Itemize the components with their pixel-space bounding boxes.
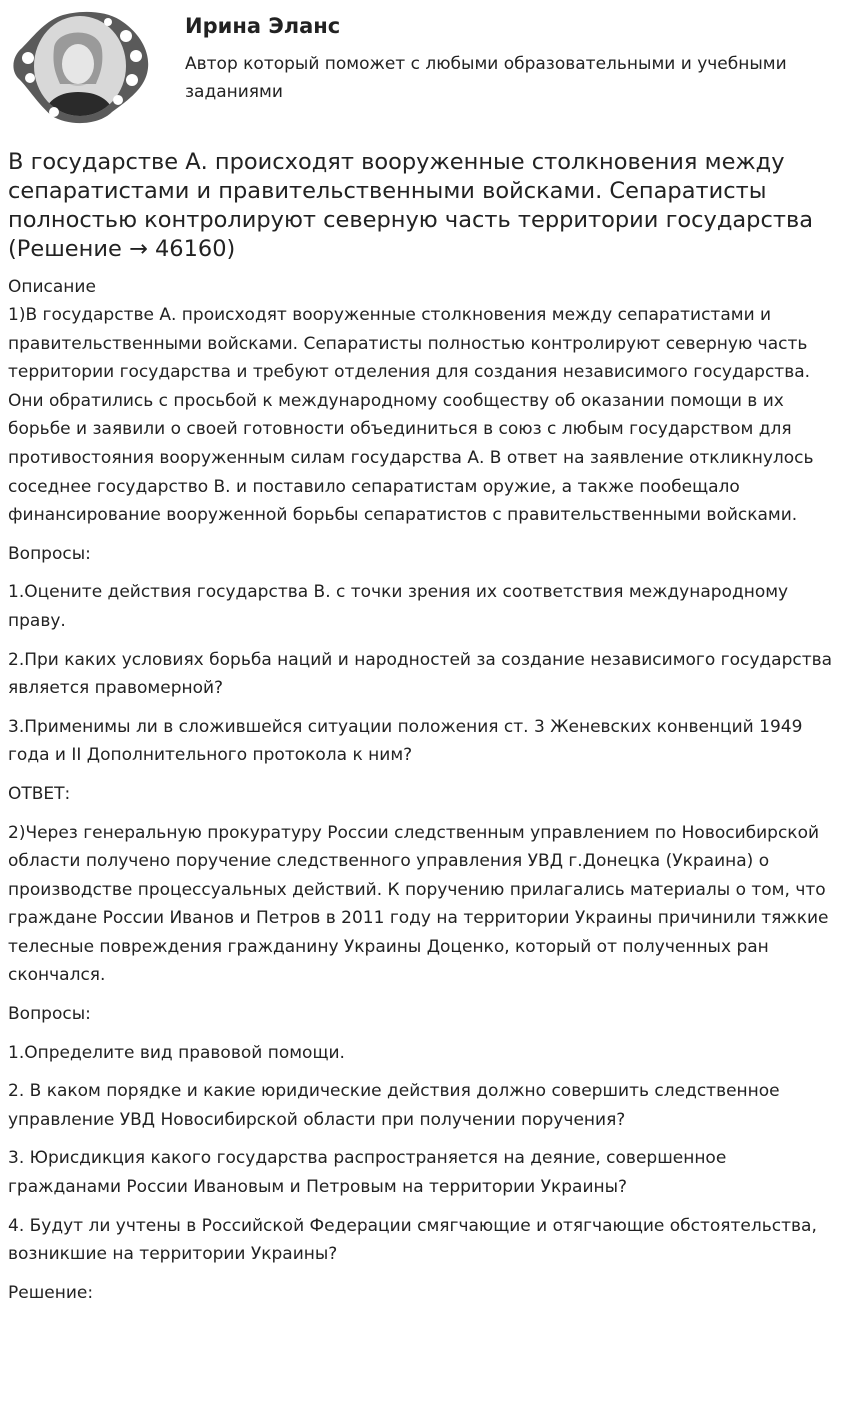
paragraph: 4. Будут ли учтены в Российской Федерации смягчающие и отягчающие обстоятельства, возникшие на территории Украины? <box>8 1215 817 1265</box>
page-title: В государстве А. происходят вооруженные столкновения между сепаратистами и правительственными войсками. Сепаратисты полностью контролируют северную часть территории государства (Решение → 46160) <box>8 149 813 262</box>
description-label: Описание <box>8 277 96 297</box>
paragraph: 3. Юрисдикция какого государства распространяется на деяние, совершенное гражданами России Ивановым и Петровым на территории Украины? <box>8 1148 727 1198</box>
author-avatar[interactable] <box>8 8 150 126</box>
author-card <box>0 0 847 130</box>
paragraph: 1.Определите вид правовой помощи. <box>8 1042 345 1063</box>
paragraph: 3.Применимы ли в сложившейся ситуации положения ст. 3 Женевских конвенций 1949 года и II Дополнительного протокола к ним? <box>8 716 803 766</box>
paragraph: ОТВЕТ: <box>8 783 71 804</box>
author-name[interactable]: Ирина Эланс <box>185 14 341 38</box>
paragraph: Решение: <box>8 1282 94 1303</box>
paragraph: 2.При каких условиях борьба наций и народностей за создание независимого государства является правомерной? <box>8 649 833 699</box>
author-description: Автор который поможет с любыми образовательными и учебными заданиями <box>185 54 787 102</box>
paragraph: Вопросы: <box>8 1004 91 1025</box>
paragraph: 2)Через генеральную прокуратуру России следственным управлением по Новосибирской области получено поручение следственного управления УВД г.Донецка (Украина) о производстве процессуальных действий. К поручению прилагались материалы о том, что граждане России Иванов и Петров в 2011 году на территории Украины причинили тяжкие телесные повреждения гражданину Украины Доценко, который от полученных ран скончался. <box>8 822 829 986</box>
article <box>8 148 842 1317</box>
paragraph: 2. В каком порядке и какие юридические действия должно совершить следственное управление УВД Новосибирской области при получении поручения? <box>8 1081 780 1130</box>
paragraph: 1.Оцените действия государства В. с точки зрения их соответствия международному праву. <box>8 582 789 631</box>
paragraph: Вопросы: <box>8 543 91 564</box>
paragraph: 1)В государстве А. происходят вооруженные столкновения между сепаратистами и правительственными войсками. Сепаратисты полностью контролируют северную часть территории государства и требуют отделения для создания независимого государства. Они обратились с просьбой к международному сообществу об оказании помощи в их борьбе и заявили о своей готовности объединиться в союз с любым государством для противостояния вооруженным силам государства А. В ответ на заявление откликнулось соседнее государство В. и поставило сепаратистам оружие, а также пообещало финансирование вооруженной борьбы сепаратистов с правительственными войсками. <box>8 305 814 526</box>
